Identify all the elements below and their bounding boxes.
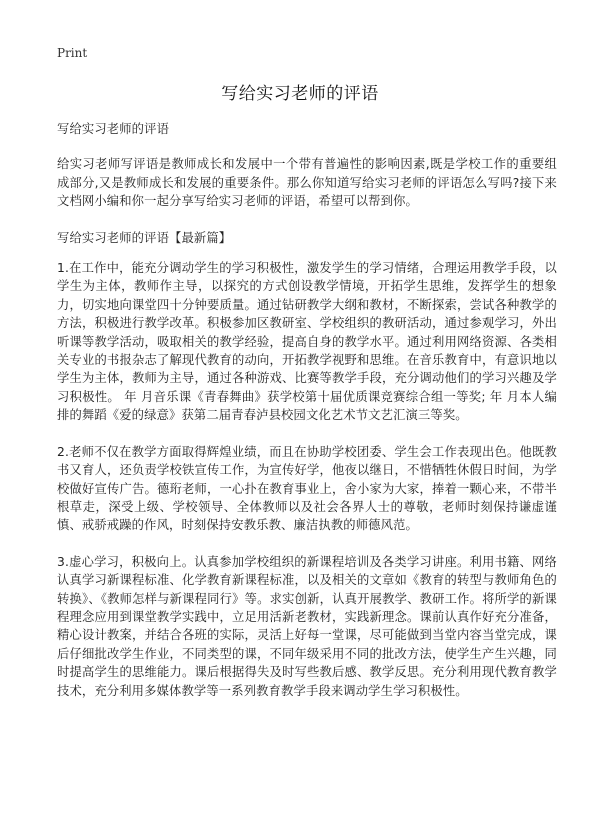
intro-paragraph: 给实习老师写评语是教师成长和发展中一个带有普遍性的影响因素,既是学校工作的重要组成部分,又是教师成长和发展的重要条件。那么你知道写给实习老师的评语怎么写吗?接下来文档网小编和你一起分享写给实习老师的评语，希望可以帮到你。 xyxy=(57,157,557,209)
paragraph-1: 1.在工作中，能充分调动学生的学习积极性，激发学生的学习情绪，合理运用教学手段，以学生为主体，教师作主导，以探究的方式创设教学情境，开拓学生思维，发挥学生的想象力，切实地向课堂四十分钟要质量。通过钻研教学大纲和教材，不断探索，尝试各种教学的方法，积极进行教学改革。积极参加区教研室、学校组织的教研活动，通过参观学习，外出听课等教学活动，吸取相关的教学经验，提高自身的教学水平。通过利用网络资源、各类相关专业的书报杂志了解现代教育的动向，开拓教学视野和思维。在音乐教育中，有意识地以学生为主体，教师为主导，通过各种游戏、比赛等教学手段，充分调动他们的学习兴趣及学习积极性。 年 月音乐课《青春舞曲》获学校第十届优质课竞赛综合组一等奖; 年 月本人编排的舞蹈《爱的绿意》获第二届青春泸县校园文化艺术节文艺汇演三等奖。 xyxy=(57,261,557,423)
section-heading: 写给实习老师的评语【最新篇】 xyxy=(57,230,232,245)
document-body xyxy=(57,120,557,718)
paragraph-3: 3.虚心学习，积极向上。认真参加学校组织的新课程培训及各类学习讲座。利用书籍、网络认真学习新课程标准、化学教育新课程标准，以及相关的文章如《教育的转型与教师角色的转换》、《教师怎样与新课程同行》等。求实创新，认真开展教学、教研工作。将所学的新课程理念应用到课堂教学实践中，立足用活新老教材，实践新理念。课前认真作好充分准备，精心设计教案，并结合各班的实际，灵活上好每一堂课，尽可能做到当堂内容当堂完成，课后仔细批改学生作业，不同类型的课，不同年级采用不同的批改方法，使学生产生兴趣，同时提高学生的思维能力。课后根据得失及时写些教后感、教学反思。充分利用现代教育教学技术，充分利用多媒体教学等一系列教育教学手段来调动学生学习积极性。 xyxy=(57,554,557,698)
print-link[interactable]: Print xyxy=(57,46,88,60)
document-subtitle: 写给实习老师的评语 xyxy=(57,122,170,136)
paragraph-2: 2.老师不仅在教学方面取得辉煌业绩，而且在协助学校团委、学生会工作表现出色。他既教书又育人，还负责学校铁宣传工作，为宣传好学，他夜以继日，不惜牺牲休假日时间，为学校做好宣传广告。德珩老师，一心扑在教育事业上，舍小家为大家，捧着一颗心来，不带半根草走，深受上级、学校领导、全体教师以及社会各界人士的尊敬，老师时刻保持谦虚谨慎、戒骄戒躁的作风，时刻保持安教乐教、廉洁执教的师德风范。 xyxy=(57,444,557,533)
page-title: 写给实习老师的评语 xyxy=(221,84,379,104)
